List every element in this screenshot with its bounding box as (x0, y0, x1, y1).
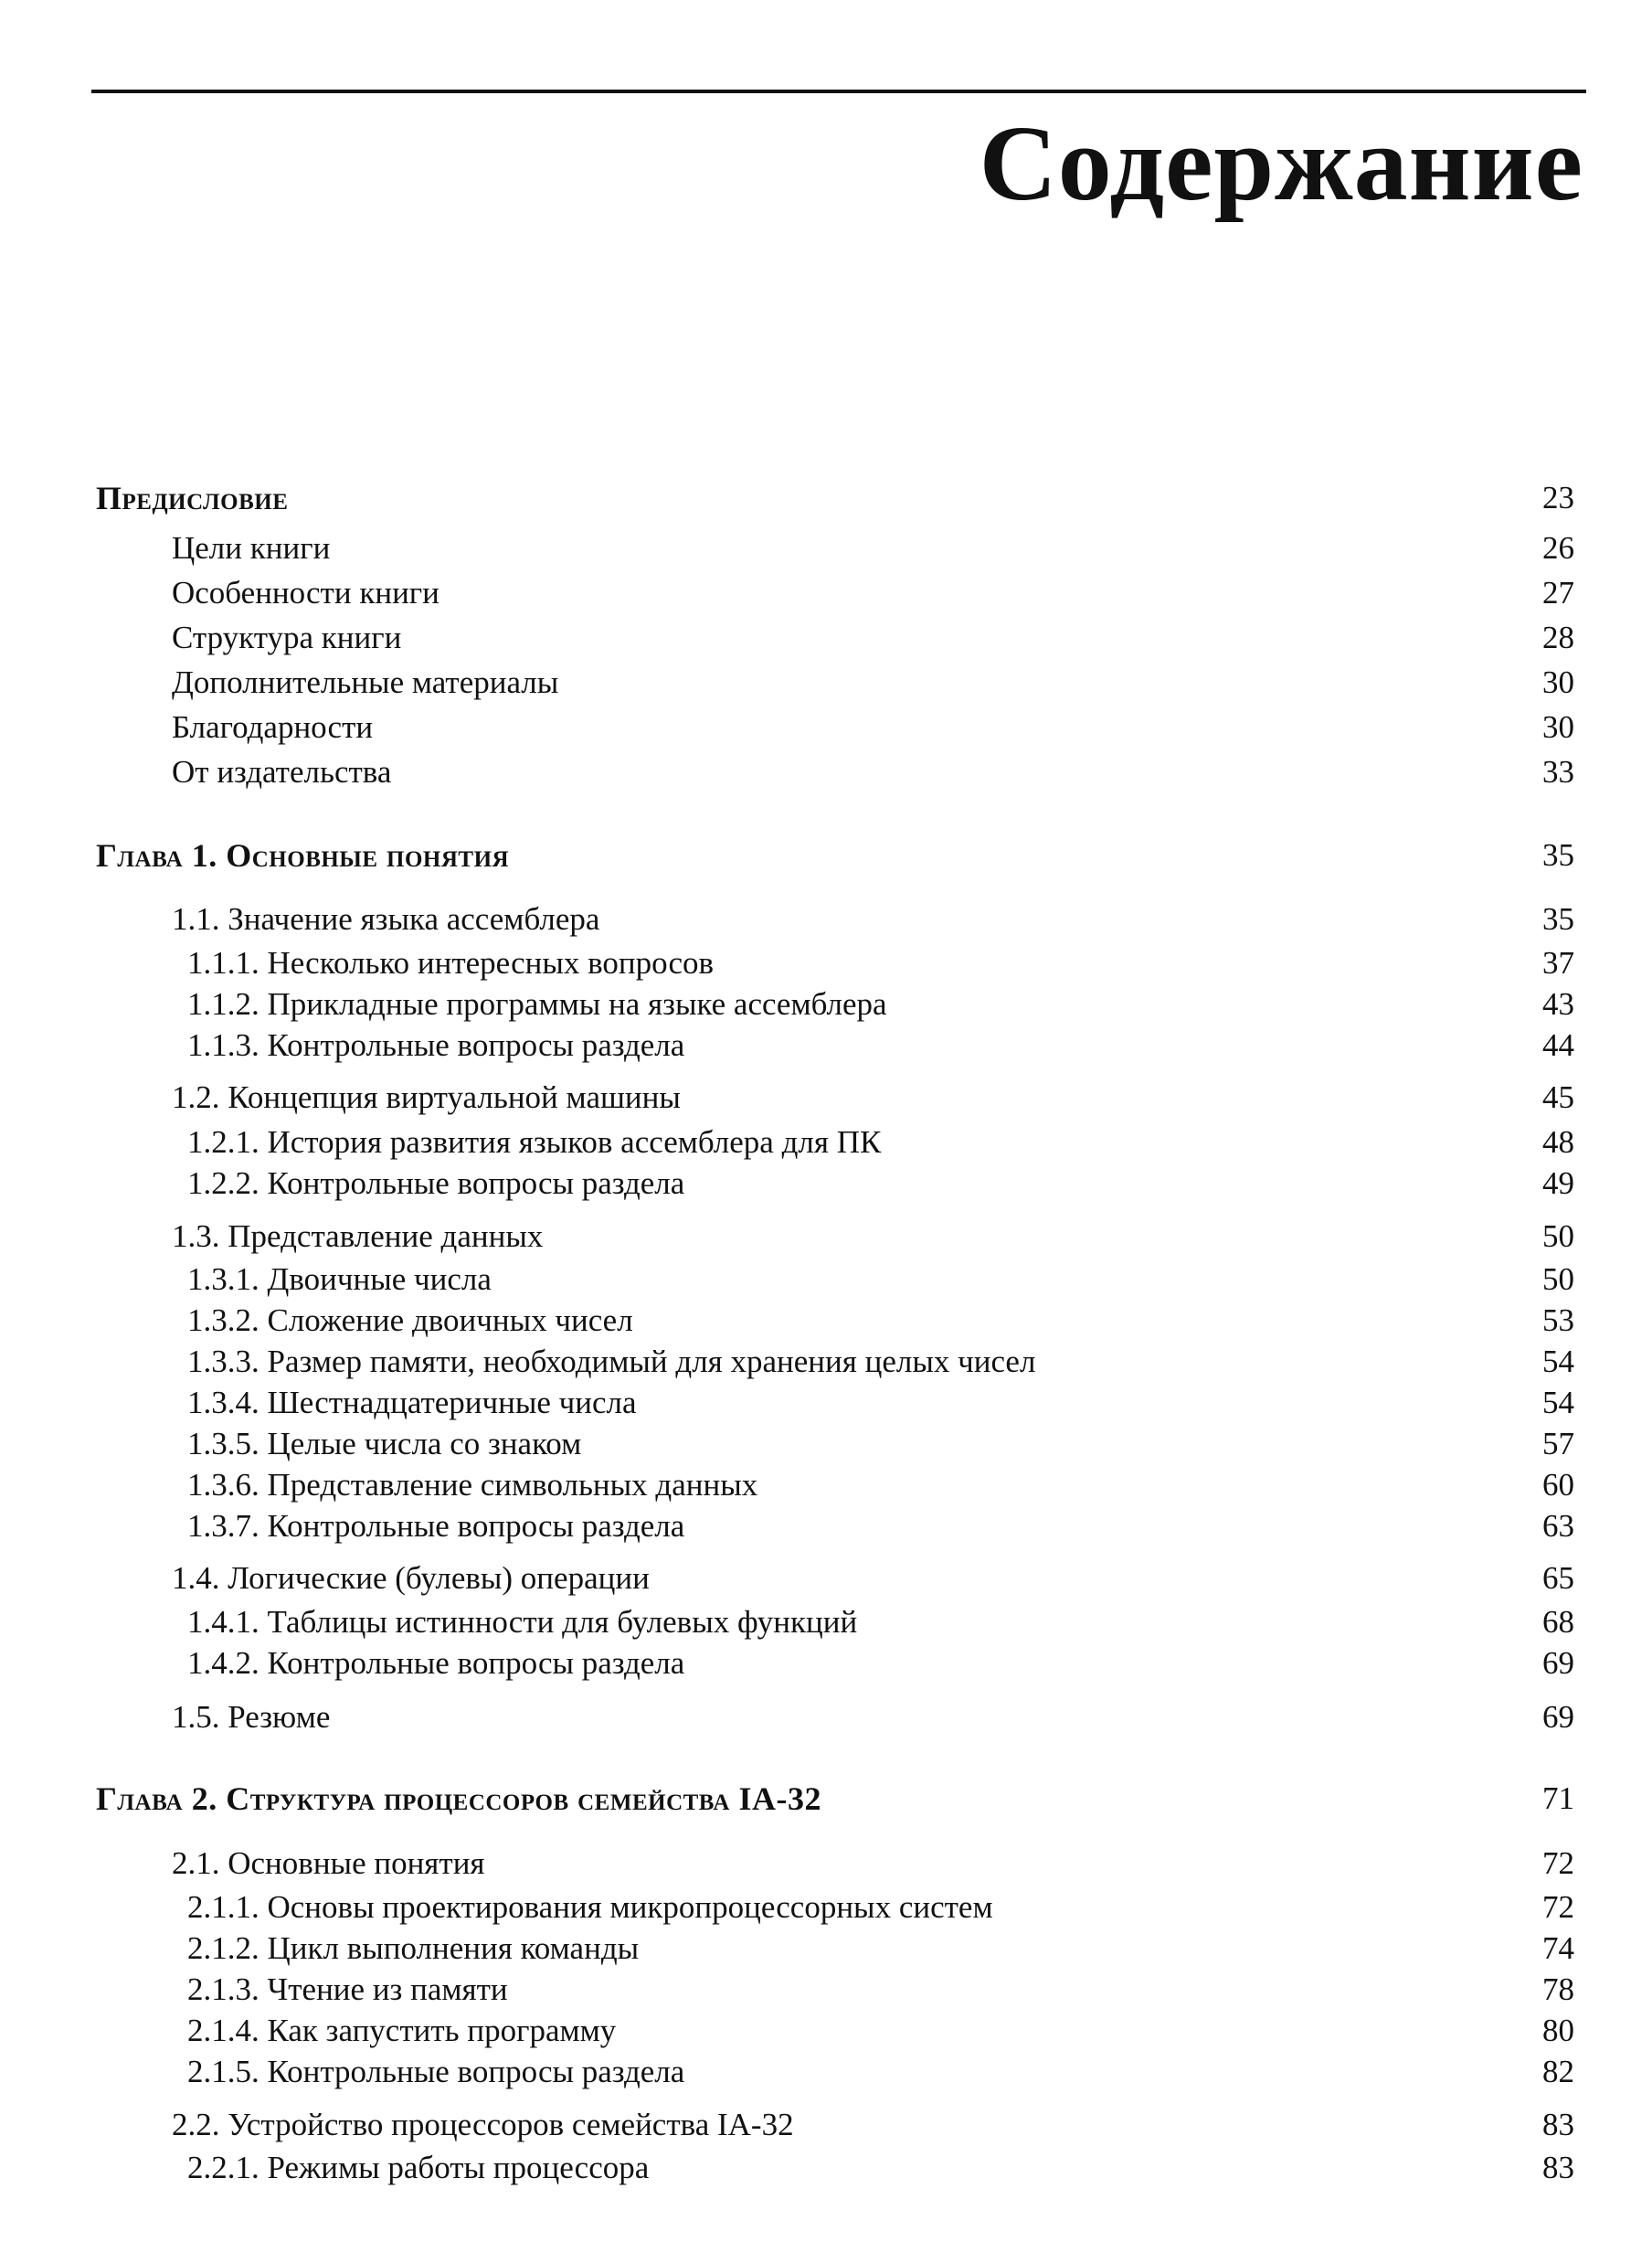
toc-entry (0, 2148, 1652, 2188)
toc-entry-title: Цели книги (172, 530, 331, 566)
toc-entry-page: 44 (1542, 1027, 1574, 1063)
toc-entry-title: 1.3. Представление данных (172, 1218, 544, 1254)
toc-entry-page: 27 (1542, 575, 1574, 611)
toc-entry-page: 28 (1542, 620, 1574, 655)
toc-entry-page: 60 (1542, 1467, 1574, 1503)
toc-entry (0, 984, 1652, 1025)
toc-entry (0, 1342, 1652, 1382)
toc-entry (0, 618, 1652, 658)
toc-entry (0, 1506, 1652, 1546)
toc-entry (0, 1424, 1652, 1464)
toc-entry-title: 2.2.1. Режимы работы процессора (187, 2150, 650, 2185)
toc-entry-title: Благодарности (172, 709, 374, 745)
toc-entry-title: 2.1.1. Основы проектирования микропроцессорных систем (187, 1889, 993, 1925)
toc-entry (0, 2011, 1652, 2051)
toc-entry (0, 899, 1652, 940)
toc-entry (0, 1078, 1652, 1118)
toc-entry-page: 83 (1542, 2150, 1574, 2185)
toc-entry-page: 80 (1542, 2013, 1574, 2048)
toc-entry-title: 1.3.1. Двоичные числа (187, 1261, 492, 1297)
toc-entry-title: 1.1.3. Контрольные вопросы раздела (187, 1027, 685, 1063)
toc-entry (0, 835, 1652, 876)
toc-entry-page: 45 (1542, 1079, 1574, 1115)
toc-entry-page: 50 (1542, 1218, 1574, 1254)
toc-entry (0, 1259, 1652, 1300)
toc-entry-page: 30 (1542, 709, 1574, 745)
toc-entry (0, 528, 1652, 568)
toc-entry (0, 1163, 1652, 1204)
toc-entry (0, 1301, 1652, 1341)
toc-entry-page: 50 (1542, 1261, 1574, 1297)
toc-entry (0, 1465, 1652, 1505)
toc-entry (0, 1970, 1652, 2010)
toc-entry-title: Особенности книги (172, 575, 439, 611)
toc-entry-page: 53 (1542, 1302, 1574, 1338)
toc-entry (0, 2052, 1652, 2092)
toc-entry-page: 26 (1542, 530, 1574, 566)
toc-entry-page: 49 (1542, 1165, 1574, 1201)
toc-entry-page: 69 (1542, 1699, 1574, 1735)
toc-entry-page: 69 (1542, 1645, 1574, 1681)
toc-entry-page: 23 (1542, 480, 1574, 515)
toc-entry (0, 573, 1652, 613)
toc-entry-page: 35 (1542, 901, 1574, 937)
toc-entry (0, 1602, 1652, 1642)
toc-entry-page: 63 (1542, 1508, 1574, 1544)
toc-entry (0, 1843, 1652, 1884)
toc-entry-page: 68 (1542, 1604, 1574, 1640)
toc-entry-title: 1.4.2. Контрольные вопросы раздела (187, 1645, 685, 1681)
toc-entry-page: 57 (1542, 1426, 1574, 1461)
toc-entry (0, 943, 1652, 983)
toc-entry (0, 1025, 1652, 1066)
toc-entry-title: 1.2. Концепция виртуальной машины (172, 1079, 681, 1115)
toc-entry-page: 72 (1542, 1845, 1574, 1881)
toc-entry-page: 30 (1542, 664, 1574, 700)
toc-entry-title: 1.3.2. Сложение двоичных чисел (187, 1302, 633, 1338)
toc-entry-title: 2.2. Устройство процессоров семейства IA-32 (172, 2107, 794, 2142)
toc-entry-title: Глава 1. Основные понятия (96, 837, 510, 874)
page-title: Содержание (979, 103, 1583, 223)
toc-entry-page: 72 (1542, 1889, 1574, 1925)
toc-entry-title: 1.3.3. Размер памяти, необходимый для хранения целых чисел (187, 1344, 1036, 1379)
toc-entry-page: 71 (1542, 1780, 1574, 1816)
toc-entry (0, 1216, 1652, 1257)
toc-entry-page: 54 (1542, 1344, 1574, 1379)
toc-entry-title: 1.2.2. Контрольные вопросы раздела (187, 1165, 685, 1201)
toc-entry-title: 2.1.2. Цикл выполнения команды (187, 1930, 640, 1966)
toc-entry-title: 1.4.1. Таблицы истинности для булевых функций (187, 1604, 858, 1640)
toc-entry-title: От издательства (172, 754, 392, 790)
toc-entry-title: 1.3.4. Шестнадцатеричные числа (187, 1385, 637, 1420)
toc-entry-title: 1.1. Значение языка ассемблера (172, 901, 600, 937)
toc-entry (0, 1383, 1652, 1423)
toc-entry-title: 2.1.3. Чтение из памяти (187, 1971, 508, 2007)
toc-entry-page: 35 (1542, 837, 1574, 873)
toc-entry (0, 1122, 1652, 1163)
toc-entry-page: 78 (1542, 1971, 1574, 2007)
toc-entry-title: 2.1.5. Контрольные вопросы раздела (187, 2054, 685, 2089)
toc-entry-page: 33 (1542, 754, 1574, 790)
toc-entry-title: 2.1.4. Как запустить программу (187, 2013, 617, 2048)
toc-entry (0, 1887, 1652, 1928)
toc-entry-page: 37 (1542, 945, 1574, 981)
toc-entry-page: 43 (1542, 986, 1574, 1022)
toc-entry-title: Глава 2. Структура процессоров семейства IA-32 (96, 1780, 821, 1817)
toc-entry-title: 1.3.7. Контрольные вопросы раздела (187, 1508, 685, 1544)
toc-entry-page: 48 (1542, 1124, 1574, 1160)
toc-entry-page: 83 (1542, 2107, 1574, 2142)
toc-entry-title: 1.5. Резюме (172, 1699, 331, 1735)
toc-entry-title: 1.3.6. Представление символьных данных (187, 1467, 758, 1503)
toc-entry (0, 663, 1652, 703)
toc-entry (0, 2105, 1652, 2145)
toc-entry (0, 1928, 1652, 1969)
toc-entry-title: 2.1. Основные понятия (172, 1845, 485, 1881)
toc-entry (0, 1643, 1652, 1684)
toc-entry-page: 65 (1542, 1560, 1574, 1596)
toc-entry (0, 707, 1652, 748)
toc-entry (0, 1558, 1652, 1599)
toc-entry-page: 74 (1542, 1930, 1574, 1966)
toc-entry (0, 1697, 1652, 1737)
toc-entry-title: 1.3.5. Целые числа со знаком (187, 1426, 582, 1461)
toc-entry-title: Дополнительные материалы (172, 664, 559, 700)
toc-entry (0, 478, 1652, 518)
toc-entry-title: 1.2.1. История развития языков ассемблера для ПК (187, 1124, 882, 1160)
toc-entry (0, 1779, 1652, 1819)
toc-entry-title: Предисловие (96, 480, 289, 516)
toc-entry (0, 752, 1652, 792)
toc-entry-title: 1.1.2. Прикладные программы на языке ассемблера (187, 986, 887, 1022)
toc-entry-page: 82 (1542, 2054, 1574, 2089)
toc-entry-title: Структура книги (172, 620, 402, 655)
toc-entry-title: 1.4. Логические (булевы) операции (172, 1560, 650, 1596)
toc-entry-page: 54 (1542, 1385, 1574, 1420)
toc-entry-title: 1.1.1. Несколько интересных вопросов (187, 945, 715, 981)
